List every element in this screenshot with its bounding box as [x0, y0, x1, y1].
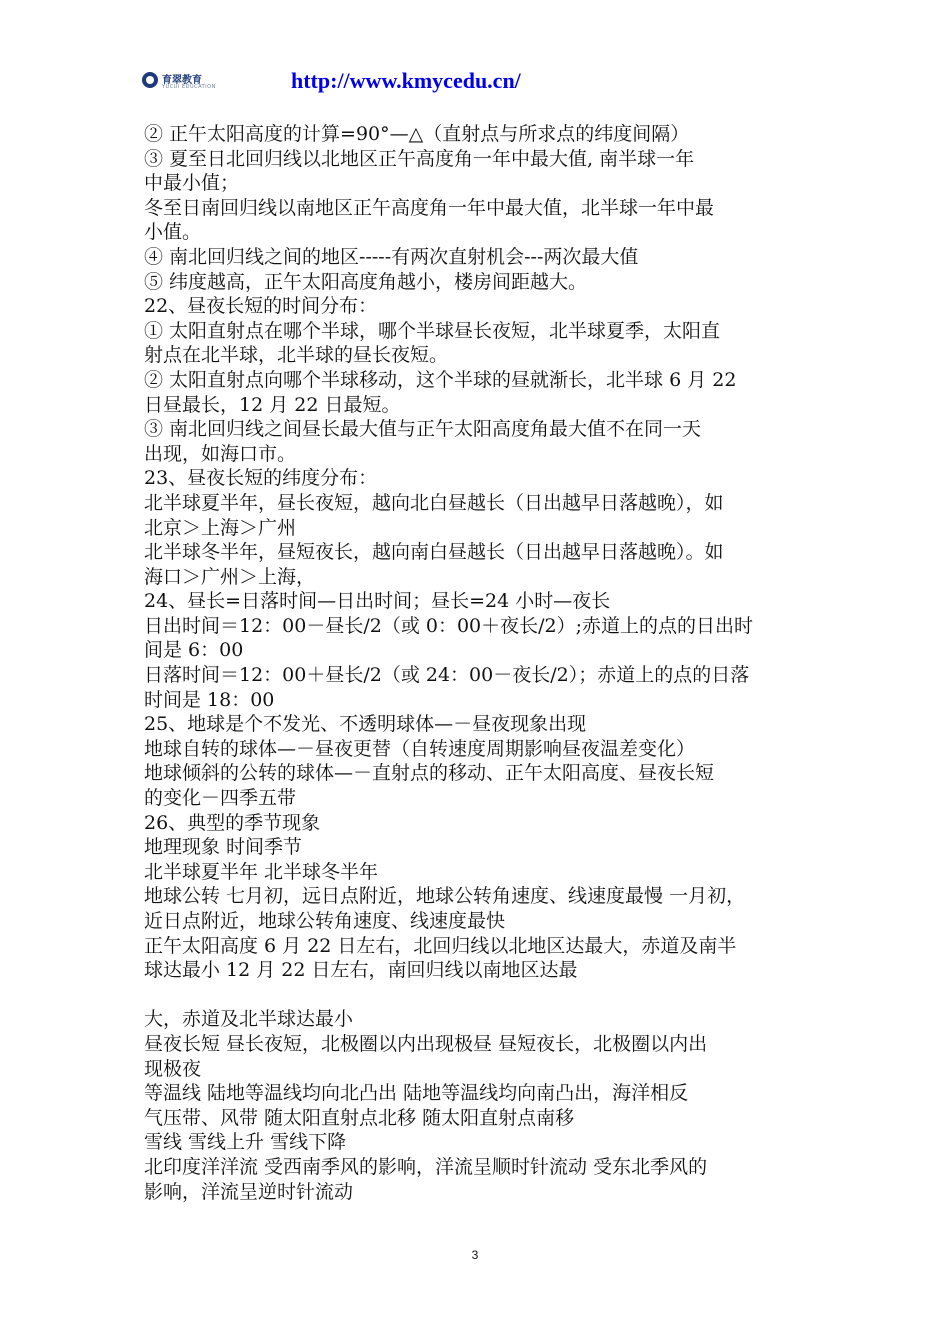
text-line: 小值。 — [144, 221, 202, 244]
text-line: 海口＞广州＞上海， — [144, 565, 316, 588]
page-number: 3 — [471, 1248, 479, 1262]
text-line: 气压带、风带 随太阳直射点北移 随太阳直射点南移 — [144, 1106, 575, 1129]
text-line: 现极夜 — [144, 1057, 202, 1080]
text-line: ⑤ 纬度越高，正午太阳高度角越小，楼房间距越大。 — [144, 270, 588, 293]
text-line: 日出时间＝12：00－昼长/2（或 0：00＋夜长/2）;赤道上的点的日出时 — [144, 614, 754, 637]
header-url-link[interactable]: http://www.kmycedu.cn/ — [291, 68, 521, 93]
brand-logo — [140, 70, 216, 94]
text-line: 26、典型的季节现象 — [144, 811, 321, 834]
text-line: 北半球冬半年，昼短夜长，越向南白昼越长（日出越早日落越晚）。如 — [144, 541, 724, 564]
logo-text: 育翠教育 — [162, 75, 202, 86]
page-header — [140, 66, 840, 100]
text-line: 23、昼夜长短的纬度分布： — [144, 467, 378, 490]
text-line: 北京＞上海＞广州 — [144, 516, 297, 539]
text-line: 北半球夏半年 北半球冬半年 — [144, 860, 379, 883]
text-line: 大，赤道及北半球达最小 — [144, 1008, 354, 1031]
text-line: 北半球夏半年，昼长夜短，越向北白昼越长（日出越早日落越晚），如 — [144, 491, 724, 514]
blank-line — [144, 983, 824, 1008]
text-line: 正午太阳高度 6 月 22 日左右，北回归线以北地区达最大，赤道及南半 — [144, 934, 737, 957]
text-line: ② 正午太阳高度的计算=90°—△（直射点与所求点的纬度间隔） — [144, 123, 690, 145]
text-line: 25、地球是个不发光、不透明球体—－昼夜现象出现 — [144, 713, 587, 736]
text-line: 等温线 陆地等温线均向北凸出 陆地等温线均向南凸出，海洋相反 — [144, 1082, 689, 1105]
text-line: 地球公转 七月初，远日点附近，地球公转角速度、线速度最慢 一月初， — [144, 885, 746, 908]
text-line: 日落时间＝12：00＋昼长/2（或 24：00－夜长/2）；赤道上的点的日落 — [144, 664, 750, 687]
text-line: 雪线 雪线上升 雪线下降 — [144, 1131, 347, 1154]
text-line: ③ 南北回归线之间昼长最大值与正午太阳高度角最大值不在同一天 — [144, 418, 702, 441]
logo-icon — [142, 72, 158, 88]
text-line: 近日点附近，地球公转角速度、线速度最快 — [144, 910, 506, 932]
text-line: 22、昼夜长短的时间分布： — [144, 295, 378, 318]
text-line: 影响，洋流呈逆时针流动 — [144, 1180, 354, 1203]
text-line: ④ 南北回归线之间的地区-----有两次直射机会---两次最大值 — [144, 245, 639, 268]
text-line: 24、昼长=日落时间—日出时间；昼长=24 小时—夜长 — [144, 590, 611, 613]
text-line: ① 太阳直射点在哪个半球，哪个半球昼长夜短，北半球夏季，太阳直 — [144, 319, 721, 342]
text-line: 出现，如海口市。 — [144, 442, 297, 465]
text-line: 中最小值； — [144, 172, 240, 195]
text-line: 昼夜长短 昼长夜短，北极圈以内出现极昼 昼短夜长，北极圈以内出 — [144, 1032, 708, 1055]
text-line: ② 太阳直射点向哪个半球移动，这个半球的昼就渐长，北半球 6 月 22 — [144, 368, 737, 391]
text-line: 冬至日南回归线以南地区正午高度角一年中最大值，北半球一年中最 — [144, 196, 715, 219]
text-line: 射点在北半球，北半球的昼长夜短。 — [144, 344, 449, 367]
text-line: 的变化－四季五带 — [144, 787, 297, 810]
text-line: 日昼最长，12 月 22 日最短。 — [144, 393, 401, 416]
text-line: 时间是 18：00 — [144, 688, 275, 711]
document-body — [144, 122, 824, 1204]
text-line: 地理现象 时间季节 — [144, 836, 303, 859]
text-line: 地球自转的球体—－昼夜更替（自转速度周期影响昼夜温差变化） — [144, 737, 696, 760]
text-line: ③ 夏至日北回归线以北地区正午高度角一年中最大值, 南半球一年 — [144, 147, 695, 170]
text-line: 北印度洋洋流 受西南季风的影响，洋流呈顺时针流动 受东北季风的 — [144, 1155, 708, 1178]
text-line: 球达最小 12 月 22 日左右，南回归线以南地区达最 — [144, 959, 578, 982]
text-line: 地球倾斜的公转的球体—－直射点的移动、正午太阳高度、昼夜长短 — [144, 762, 715, 785]
text-line: 间是 6：00 — [144, 639, 244, 662]
logo-subtext: YUCUI EDUCATION — [162, 84, 216, 90]
